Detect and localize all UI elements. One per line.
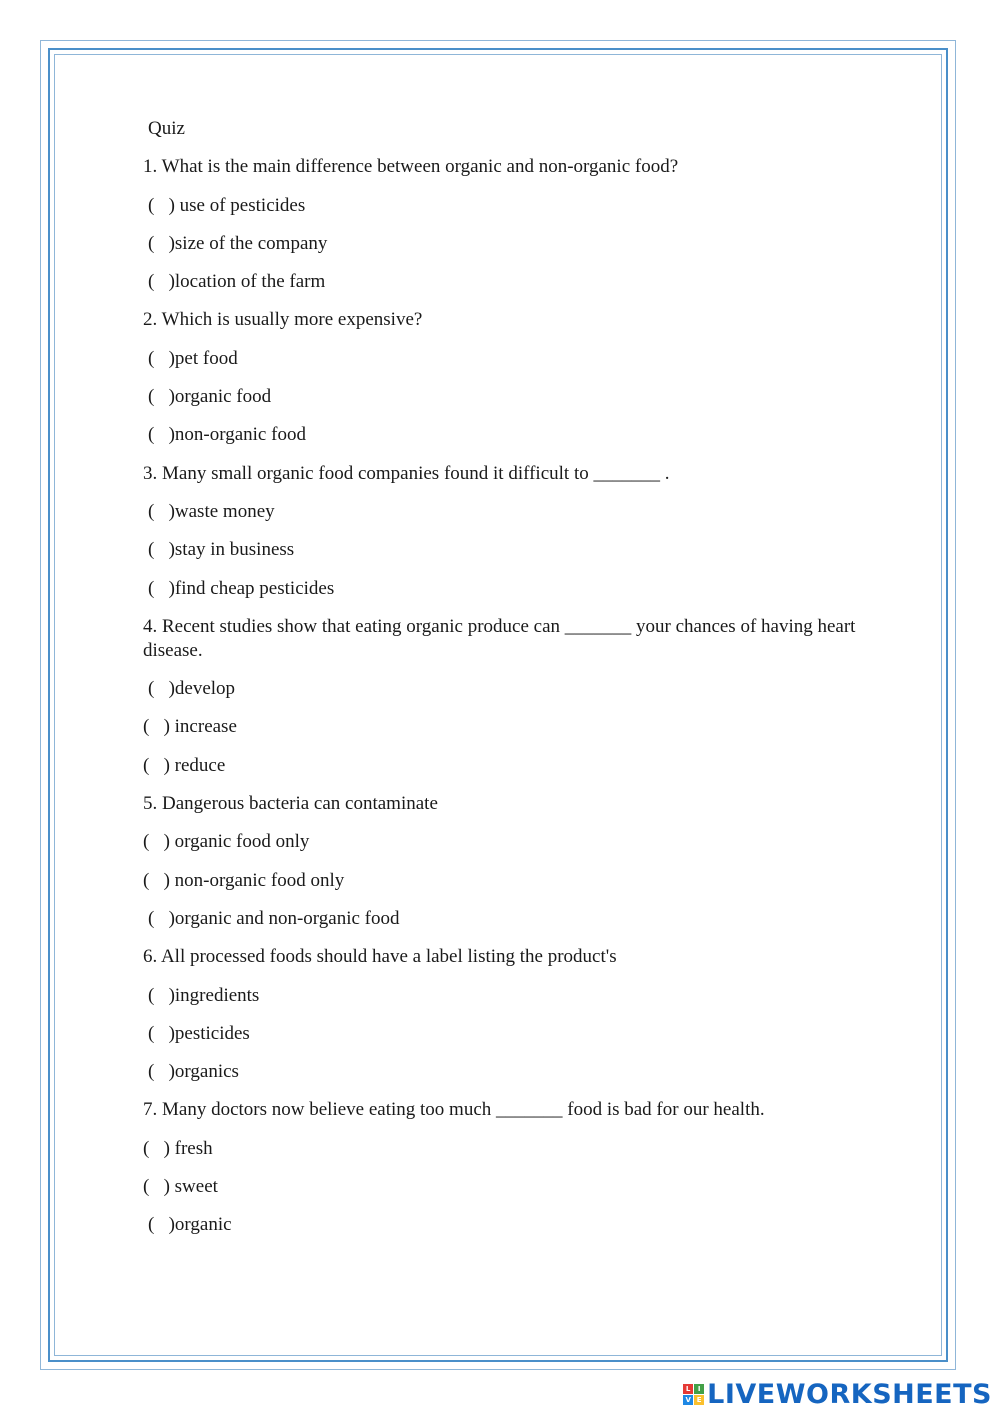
- brand-name: LIVEWORKSHEETS: [707, 1378, 992, 1410]
- question-3: [143, 462, 883, 601]
- liveworksheets-icon: [683, 1384, 704, 1405]
- question-text: 7. Many doctors now believe eating too much _______ food is bad for our health.: [143, 1099, 765, 1121]
- question-text: 1. What is the main difference between organic and non-organic food?: [143, 156, 679, 178]
- question-1: [143, 155, 883, 294]
- option-3c[interactable]: ( )find cheap pesticides: [148, 577, 335, 599]
- question-text: 5. Dangerous bacteria can contaminate: [143, 793, 438, 815]
- option-4c[interactable]: ( ) reduce: [143, 754, 226, 776]
- option-6c[interactable]: ( )organics: [148, 1061, 239, 1083]
- option-2b[interactable]: ( )organic food: [148, 386, 272, 408]
- logo-letter-e: E: [694, 1395, 704, 1405]
- option-7a[interactable]: ( ) fresh: [143, 1137, 213, 1159]
- option-3a[interactable]: ( )waste money: [148, 500, 275, 522]
- logo-letter-v: V: [683, 1395, 693, 1405]
- option-6b[interactable]: ( )pesticides: [148, 1022, 250, 1044]
- logo-letter-l: L: [683, 1384, 693, 1394]
- question-text: 3. Many small organic food companies found it difficult to _______ .: [143, 462, 670, 484]
- option-1a[interactable]: ( ) use of pesticides: [148, 194, 306, 216]
- question-text: 4. Recent studies show that eating organic produce can _______ your chances of having heart disease.: [143, 615, 861, 661]
- liveworksheets-logo: [683, 1379, 992, 1409]
- option-1c[interactable]: ( )location of the farm: [148, 271, 326, 293]
- option-5a[interactable]: ( ) organic food only: [143, 831, 310, 853]
- option-4a[interactable]: ( )develop: [148, 678, 236, 700]
- option-2c[interactable]: ( )non-organic food: [148, 424, 306, 446]
- option-7c[interactable]: ( )organic: [148, 1214, 232, 1236]
- question-2: [143, 308, 883, 447]
- option-2a[interactable]: ( )pet food: [148, 347, 238, 369]
- question-5: [143, 792, 883, 931]
- logo-letter-i: I: [694, 1384, 704, 1394]
- question-text: 2. Which is usually more expensive?: [143, 309, 423, 331]
- option-4b[interactable]: ( ) increase: [143, 716, 237, 738]
- option-5c[interactable]: ( )organic and non-organic food: [148, 907, 400, 929]
- option-7b[interactable]: ( ) sweet: [143, 1176, 218, 1198]
- question-text: 6. All processed foods should have a label listing the product's: [143, 946, 617, 968]
- quiz-content: [143, 117, 883, 1252]
- question-4: [143, 615, 883, 778]
- question-7: [143, 1098, 883, 1237]
- option-6a[interactable]: ( )ingredients: [148, 984, 260, 1006]
- option-5b[interactable]: ( ) non-organic food only: [143, 869, 345, 891]
- quiz-title: Quiz: [148, 118, 185, 139]
- question-6: [143, 945, 883, 1084]
- option-1b[interactable]: ( )size of the company: [148, 232, 328, 254]
- option-3b[interactable]: ( )stay in business: [148, 539, 295, 561]
